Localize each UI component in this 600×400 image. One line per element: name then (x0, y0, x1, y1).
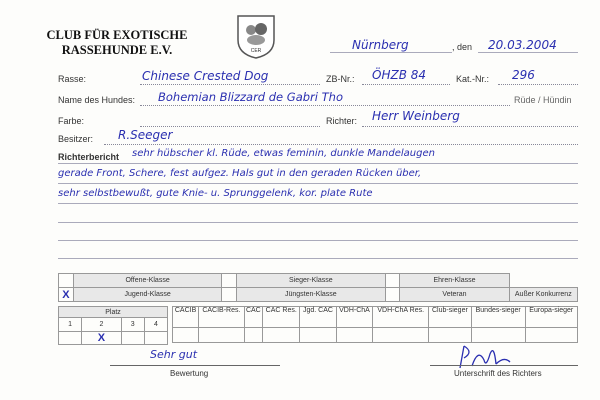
placement-3: 3 (121, 318, 144, 332)
color-label: Farbe: (58, 116, 85, 126)
zb-label: ZB-Nr.: (326, 74, 355, 84)
dogname-label: Name des Hundes: (58, 95, 136, 105)
title-jgd-cac: Jgd. CAC (300, 307, 336, 328)
titles-table (172, 306, 578, 343)
breed-label: Rasse: (58, 74, 87, 84)
class-table (58, 273, 578, 302)
sex-label: Rüde / Hündin (514, 95, 572, 105)
cat-value: 296 (512, 68, 535, 82)
judge-signature (450, 342, 540, 372)
title-club-sieger: Club-sieger (428, 307, 471, 328)
dogname-value: Bohemian Blizzard de Gabri Tho (158, 90, 343, 104)
date-label: , den (452, 42, 473, 52)
club-name-line2: RASSEHUNDE E.V. (61, 43, 173, 57)
show-date: 20.03.2004 (488, 38, 557, 52)
title-europa-sieger: Europa-sieger (525, 307, 577, 328)
judge-value: Herr Weinberg (372, 109, 460, 123)
placement-table (58, 306, 168, 345)
report-line3: sehr selbstbewußt, gute Knie- u. Sprunggelenk, kor. plate Rute (58, 188, 373, 199)
rating-label: Bewertung (170, 369, 209, 378)
owner-label: Besitzer: (58, 134, 94, 144)
title-cacib: CACIB (173, 307, 199, 328)
breed-value: Chinese Crested Dog (142, 69, 269, 83)
svg-text:CER: CER (250, 48, 262, 54)
placement-2: 2 (82, 318, 121, 332)
rating-value: Sehr gut (150, 348, 198, 361)
report-label: Richterbericht (58, 152, 120, 162)
club-name-line1: CLUB FÜR EXOTISCHE (46, 28, 188, 42)
placement-4: 4 (144, 318, 167, 332)
title-bundes-sieger: Bundes-sieger (471, 307, 525, 328)
title-vdh-cha-res: VDH-ChA Res. (373, 307, 429, 328)
title-cac-res: CAC Res. (263, 307, 300, 328)
title-cacib-res: CACIB-Res. (199, 307, 245, 328)
placement-mark: X (97, 332, 106, 344)
class-veteran: Veteran (400, 288, 509, 302)
class-ausser: Außer Konkurrenz (509, 288, 577, 302)
cat-label: Kat.-Nr.: (456, 74, 490, 84)
class-offene: Offene-Klasse (73, 274, 221, 288)
title-cac: CAC (244, 307, 262, 328)
show-place: Nürnberg (352, 38, 409, 52)
owner-value: R.Seeger (118, 128, 173, 142)
signature-label: Unterschrift des Richters (454, 369, 542, 378)
placement-1: 1 (59, 318, 82, 332)
report-line1: sehr hübscher kl. Rüde, etwas feminin, dunkle Mandelaugen (132, 148, 435, 159)
class-mark: X (62, 288, 70, 301)
judge-label: Richter: (326, 116, 358, 126)
club-name (22, 28, 212, 58)
class-ehren: Ehren-Klasse (400, 274, 509, 288)
class-juengsten: Jüngsten-Klasse (237, 288, 386, 302)
class-sieger: Sieger-Klasse (237, 274, 386, 288)
class-jugend: Jugend-Klasse (73, 288, 221, 302)
club-logo (234, 12, 278, 60)
zb-value: ÖHZB 84 (372, 68, 427, 82)
report-line2: gerade Front, Schere, fest aufgez. Hals gut in den geraden Rücken über, (58, 168, 422, 179)
placement-title: Platz (59, 307, 168, 318)
title-vdh-cha: VDH-ChA (336, 307, 373, 328)
